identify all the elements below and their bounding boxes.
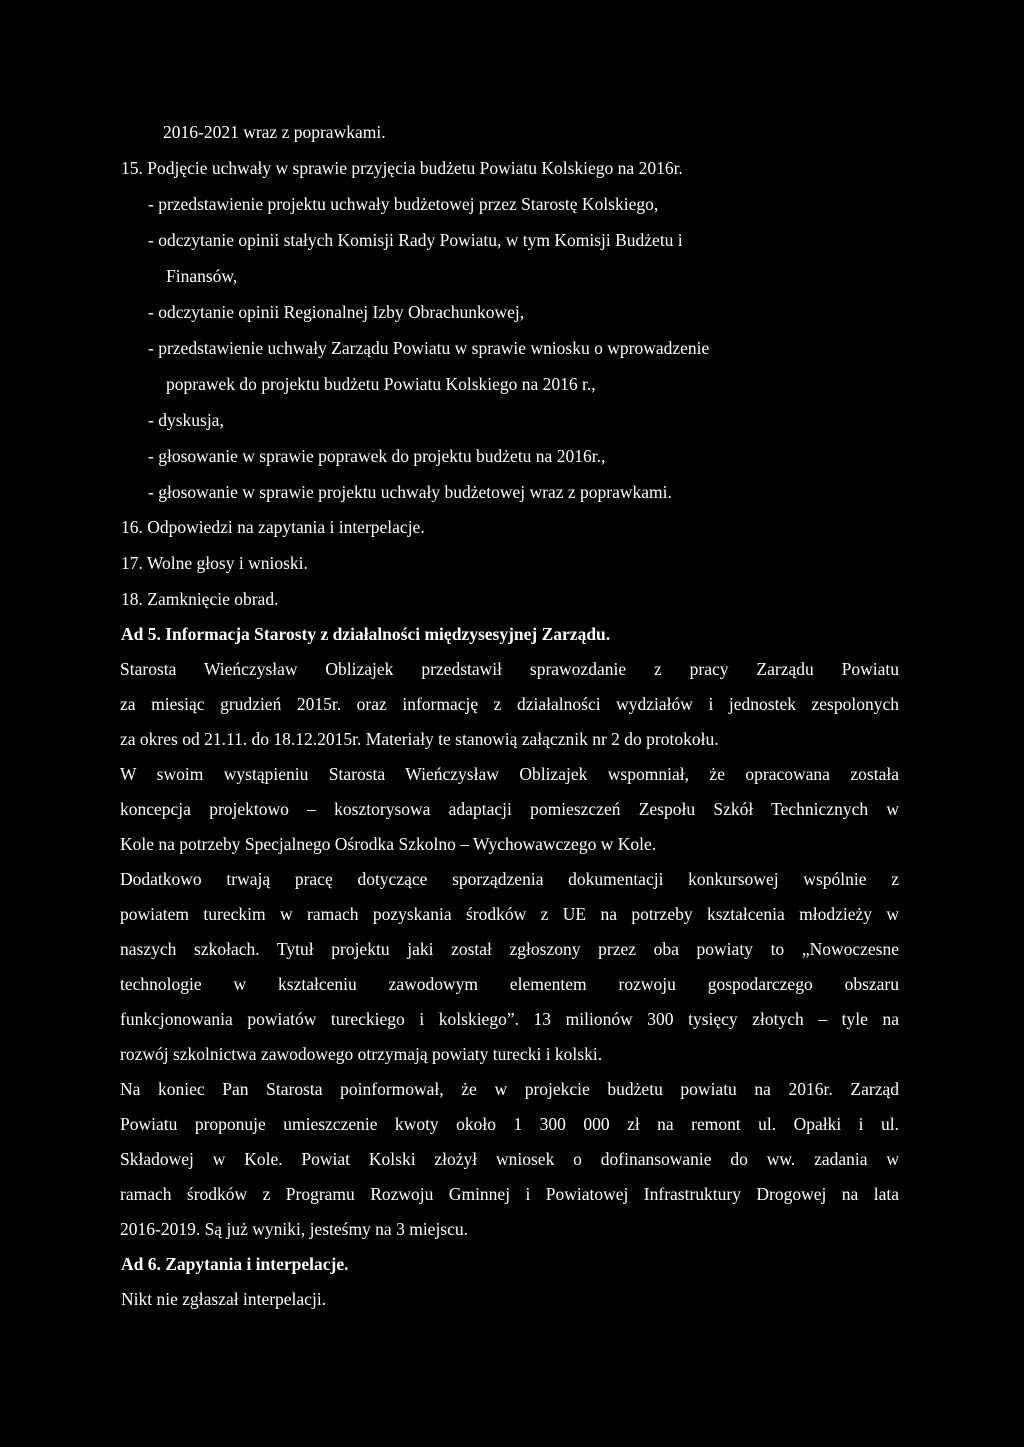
paragraph-line: koncepcja projektowo – kosztorysowa adaptacji pomieszczeń Zespołu Szkół Technicznych w: [120, 799, 899, 819]
agenda-continuation: 2016-2021 wraz z poprawkami.: [163, 122, 386, 142]
paragraph-line: za okres od 21.11. do 18.12.2015r. Materiały te stanowią załącznik nr 2 do protokołu.: [120, 729, 719, 749]
paragraph-line: Kole na potrzeby Specjalnego Ośrodka Szkolno – Wychowawczego w Kole.: [120, 834, 657, 854]
agenda-subitem: - przedstawienie uchwały Zarządu Powiatu w sprawie wniosku o wprowadzenie: [148, 338, 710, 358]
section-heading-ad5: Ad 5. Informacja Starosty z działalności międzysesyjnej Zarządu.: [121, 624, 611, 644]
agenda-item-16: 16. Odpowiedzi na zapytania i interpelacje.: [121, 517, 425, 537]
agenda-subitem: - głosowanie w sprawie poprawek do projektu budżetu na 2016r.,: [148, 446, 606, 466]
agenda-subitem: poprawek do projektu budżetu Powiatu Kolskiego na 2016 r.,: [166, 374, 596, 394]
agenda-subitem: - głosowanie w sprawie projektu uchwały budżetowej wraz z poprawkami.: [148, 482, 672, 502]
paragraph-line: W swoim wystąpieniu Starosta Wieńczysław Oblizajek wspomniał, że opracowana została: [120, 764, 899, 784]
paragraph-line: technologie w kształceniu zawodowym elementem rozwoju gospodarczego obszaru: [120, 974, 899, 994]
paragraph-line: za miesiąc grudzień 2015r. oraz informację z działalności wydziałów i jednostek zespolonych: [120, 694, 899, 714]
paragraph-line: powiatem tureckim w ramach pozyskania środków z UE na potrzeby kształcenia młodzieży w: [120, 904, 899, 924]
agenda-subitem: Finansów,: [166, 266, 238, 286]
agenda-subitem: - dyskusja,: [148, 410, 224, 430]
paragraph-line: Powiatu proponuje umieszczenie kwoty około 1 300 000 zł na remont ul. Opałki i ul.: [120, 1114, 899, 1134]
paragraph-line: rozwój szkolnictwa zawodowego otrzymają powiaty turecki i kolski.: [120, 1044, 603, 1064]
paragraph-line: ramach środków z Programu Rozwoju Gminnej i Powiatowej Infrastruktury Drogowej na lata: [120, 1184, 899, 1204]
agenda-item-15: 15. Podjęcie uchwały w sprawie przyjęcia budżetu Powiatu Kolskiego na 2016r.: [121, 158, 683, 178]
paragraph-line: Składowej w Kole. Powiat Kolski złożył wniosek o dofinansowanie do ww. zadania w: [120, 1149, 899, 1169]
paragraph-line: Dodatkowo trwają pracę dotyczące sporządzenia dokumentacji konkursowej wspólnie z: [120, 869, 899, 889]
agenda-item-17: 17. Wolne głosy i wnioski.: [121, 553, 308, 573]
section-heading-ad6: Ad 6. Zapytania i interpelacje.: [121, 1254, 349, 1274]
agenda-item-18: 18. Zamknięcie obrad.: [121, 589, 279, 609]
paragraph-line: 2016-2019. Są już wyniki, jesteśmy na 3 miejscu.: [120, 1219, 469, 1239]
paragraph-line: Starosta Wieńczysław Oblizajek przedstawił sprawozdanie z pracy Zarządu Powiatu: [120, 659, 899, 679]
paragraph-line: funkcjonowania powiatów tureckiego i kolskiego”. 13 milionów 300 tysięcy złotych – tyle na: [120, 1009, 899, 1029]
agenda-subitem: - odczytanie opinii stałych Komisji Rady Powiatu, w tym Komisji Budżetu i: [148, 230, 683, 250]
paragraph-line: Na koniec Pan Starosta poinformował, że w projekcie budżetu powiatu na 2016r. Zarząd: [120, 1079, 899, 1099]
agenda-subitem: - odczytanie opinii Regionalnej Izby Obrachunkowej,: [148, 302, 525, 322]
paragraph-line: naszych szkołach. Tytuł projektu jaki został zgłoszony przez oba powiaty to „Nowoczesne: [120, 939, 899, 959]
ad6-text: Nikt nie zgłaszał interpelacji.: [121, 1289, 327, 1309]
agenda-subitem: - przedstawienie projektu uchwały budżetowej przez Starostę Kolskiego,: [148, 194, 659, 214]
